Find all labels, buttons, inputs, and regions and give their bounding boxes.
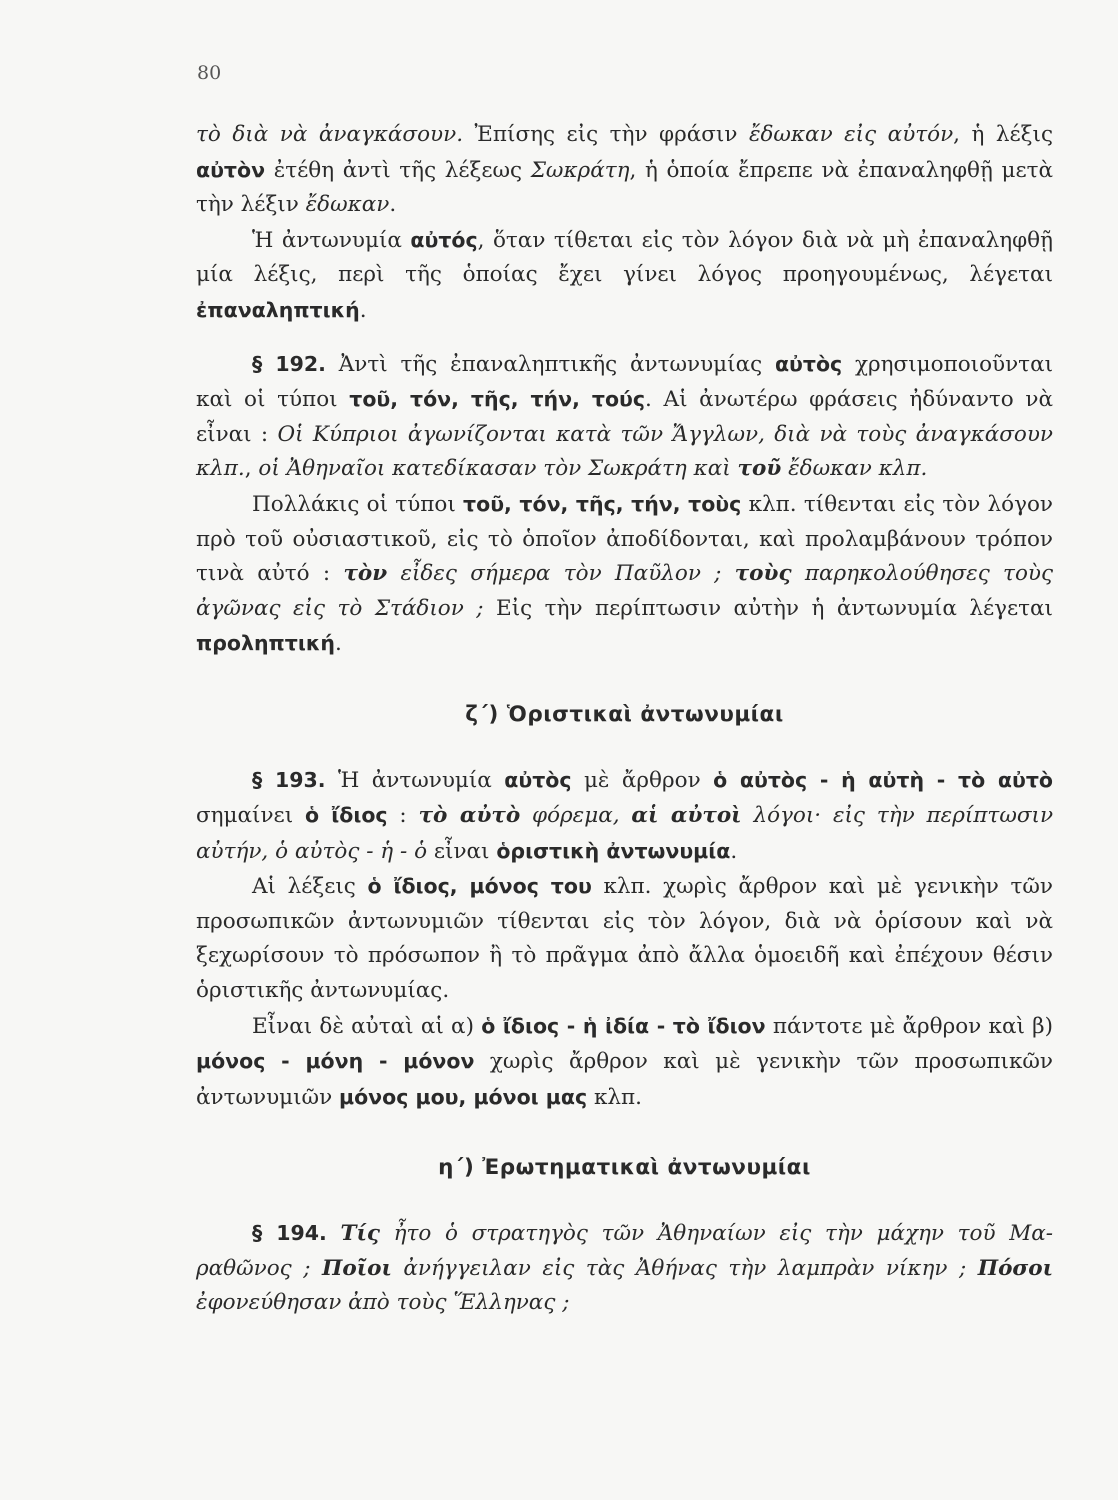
paragraph-192 bbox=[196, 347, 1053, 487]
text-span: μὲ ἄρθρον bbox=[571, 767, 714, 793]
bold-term: Τίς bbox=[340, 1221, 380, 1247]
section-number: § 193. bbox=[252, 767, 326, 792]
text-span: . Αἱ ἀνωτέρω φράσεις ἠδύναντο νὰ εἶναι : bbox=[196, 387, 1053, 447]
bold-term: τοῦ, τόν, τῆς, τήν, τοὺς bbox=[463, 491, 742, 516]
text-span: ἐτέθη ἀντὶ τῆς λέξεως bbox=[265, 157, 531, 183]
bold-term: τοῦ, τόν, τῆς, τήν, τούς bbox=[349, 387, 646, 412]
bold-term: μόνος μου, μόνοι μας bbox=[339, 1084, 588, 1109]
example-text: ἐφονεύθησαν ἀπὸ τοὺς Ἕλληνας ; bbox=[196, 1290, 570, 1316]
bold-term: τοῦ bbox=[737, 456, 782, 482]
bold-term: τὸν bbox=[343, 561, 388, 587]
bold-term: ὁ ἴδιος, μόνος του bbox=[367, 874, 592, 899]
text-span: Εἶναι δὲ αὐταὶ αἱ α) bbox=[252, 1013, 482, 1039]
text-span: Πολλάκις οἱ τύποι bbox=[252, 491, 464, 517]
bold-term: αἱ αὐτοὶ bbox=[631, 803, 742, 829]
example-text: οἱ Ἀθηναῖοι κατεδίκασαν τὸν Σωκράτη καὶ bbox=[258, 456, 738, 482]
bold-term: αὐτὸν bbox=[196, 157, 266, 182]
paragraph-prolepsis bbox=[196, 487, 1053, 662]
text-span: πάντοτε μὲ ἄρθρον καὶ β) bbox=[765, 1013, 1053, 1039]
text-span: , ὅταν τίθεται εἰς τὸν λόγον διὰ νὰ μὴ ἐπαναληφθῇ μία λέξις, περὶ τῆς ὁποίας ἔχει γίνει λόγος προηγουμένως, λέγεται bbox=[196, 227, 1053, 288]
text-span: Ἡ ἀντωνυμία bbox=[252, 227, 411, 253]
text-span: σημαίνει bbox=[196, 803, 305, 829]
section-heading-eta: η΄) Ἐρωτηματικαὶ ἀντωνυμίαι bbox=[438, 1155, 811, 1181]
text-span: . bbox=[389, 192, 397, 218]
bold-term: ὁ ἴδιος bbox=[305, 803, 388, 828]
text-span: κλπ. τίθενται εἰς τὸν λόγον πρὸ τοῦ οὐσιαστικοῦ, εἰς τὸ ὁποῖον ἀποδίδονται, καὶ προλαμβάνουν τρόπον τινὰ αὐτό : bbox=[196, 491, 1053, 587]
text-span: Αἱ λέξεις bbox=[252, 874, 368, 900]
example-text: ἦτο ὁ στρατηγὸς τῶν Ἀθηναίων εἰς τὴν μάχην τοῦ Μαραθῶνος ; bbox=[196, 1221, 1053, 1281]
page-body bbox=[196, 118, 1053, 1321]
text-span: , ἡ λέξις bbox=[953, 122, 1053, 147]
paragraph-1 bbox=[196, 118, 1053, 223]
example-text: ἀνήγγειλαν εἰς τὰς Ἀθήνας τὴν λαμπρὰν νίκην ; bbox=[391, 1255, 978, 1281]
text-span: εἶναι bbox=[427, 838, 497, 864]
bold-term: ὁριστικὴ ἀντωνυμία bbox=[496, 838, 731, 863]
text-span: Ἀντὶ τῆς ἐπαναληπτικῆς ἀντωνυμίας bbox=[325, 351, 775, 377]
example-text: λόγοι· εἰς τὴν περίπτωσιν αὐτήν, bbox=[196, 803, 1054, 864]
paragraph-193 bbox=[196, 763, 1053, 870]
text-span: Εἰς τὴν περίπτωσιν αὐτὴν ἡ ἀντωνυμία λέγεται bbox=[483, 595, 1053, 621]
text-span: Ἐπίσης εἰς τὴν φράσιν bbox=[463, 122, 749, 147]
example-text: εἶδες σήμερα τὸν Παῦλον ; bbox=[387, 561, 735, 587]
bold-term: Ποῖοι bbox=[322, 1255, 392, 1281]
section-number: § 194. bbox=[252, 1221, 327, 1246]
bold-term: αὐτὸς bbox=[504, 767, 572, 792]
paragraph-194 bbox=[196, 1216, 1053, 1321]
text-span: , bbox=[244, 456, 259, 482]
bold-term: προληπτική bbox=[196, 631, 335, 656]
bold-term: μόνος - μόνη - μόνον bbox=[196, 1049, 475, 1074]
bold-term: ἐπαναληπτική bbox=[196, 297, 360, 322]
example-text: φόρεμα, bbox=[520, 803, 632, 829]
text-span: χωρὶς ἄρθρον καὶ μὲ γενικὴν τῶν προσωπικῶν ἀντωνυμιῶν bbox=[196, 1049, 1053, 1110]
text-span: ἔδωκαν bbox=[305, 192, 390, 218]
example-text: ὁ αὐτὸς - ἡ - ὁ bbox=[275, 838, 428, 864]
text-span: . bbox=[335, 631, 342, 657]
paragraph-forms bbox=[196, 1009, 1053, 1116]
bold-term: τὸ αὐτὸ bbox=[418, 803, 521, 829]
text-span: Σωκράτη bbox=[530, 157, 630, 183]
page-number: 80 bbox=[197, 62, 222, 84]
section-heading-zeta: ζ΄) Ὁριστικαὶ ἀντωνυμίαι bbox=[465, 701, 784, 727]
section-number: § 192. bbox=[252, 351, 326, 376]
text-span: ἔδωκαν εἰς αὐτόν bbox=[748, 122, 954, 147]
text-span: Ἡ ἀντωνυμία bbox=[325, 767, 505, 793]
bold-term: αὐτὸς bbox=[774, 351, 843, 376]
bold-term: ὁ ἴδιος - ἡ ἰδία - τὸ ἴδιον bbox=[481, 1013, 766, 1038]
paragraph-monos bbox=[196, 869, 1053, 1008]
paragraph-2 bbox=[196, 223, 1053, 329]
text-span: κλπ. bbox=[587, 1084, 642, 1110]
text-span: χρησιμοποιοῦνται καὶ οἱ τύποι bbox=[196, 351, 1054, 413]
bold-term: αὐτός bbox=[410, 227, 478, 252]
bold-term: ὁ αὐτὸς - ἡ αὐτὴ - τὸ αὐτὸ bbox=[713, 767, 1053, 792]
text-span: , ἡ ὁποία ἔπρεπε νὰ ἐπαναληφθῇ μετὰ τὴν λέξιν bbox=[196, 157, 1053, 218]
text-span: . bbox=[730, 838, 738, 864]
bold-term: τοὺς bbox=[734, 561, 792, 587]
text-span: τὸ διὰ νὰ ἀναγκάσουν. bbox=[196, 122, 464, 147]
example-text: παρηκολούθησες τοὺς ἀγῶνας εἰς τὸ Στάδιον ; bbox=[196, 561, 1053, 621]
text-span bbox=[327, 1221, 341, 1246]
text-span: . bbox=[359, 297, 367, 323]
text-span: : bbox=[387, 803, 419, 829]
text-span: κλπ. χωρὶς ἄρθρον καὶ μὲ γενικὴν τῶν προσωπικῶν ἀντωνυμιῶν τίθενται εἰς τὸν λόγον, διὰ νὰ ὁρίσουν καὶ νὰ ξεχωρίσουν τὸ πρόσωπον ἢ τὸ πρᾶγμα ἀπὸ ἄλλα ὁμοειδῆ καὶ ἐπέχουν θέσιν ὁριστικῆς ἀντωνυμίας. bbox=[196, 874, 1053, 1004]
bold-term: Πόσοι bbox=[977, 1255, 1053, 1281]
example-text: Οἱ Κύπριοι ἀγωνίζονται κατὰ τῶν Ἄγγλων, διὰ νὰ τοὺς ἀναγκάσουν κλπ. bbox=[196, 421, 1054, 482]
example-text: ἔδωκαν κλπ. bbox=[781, 456, 928, 482]
